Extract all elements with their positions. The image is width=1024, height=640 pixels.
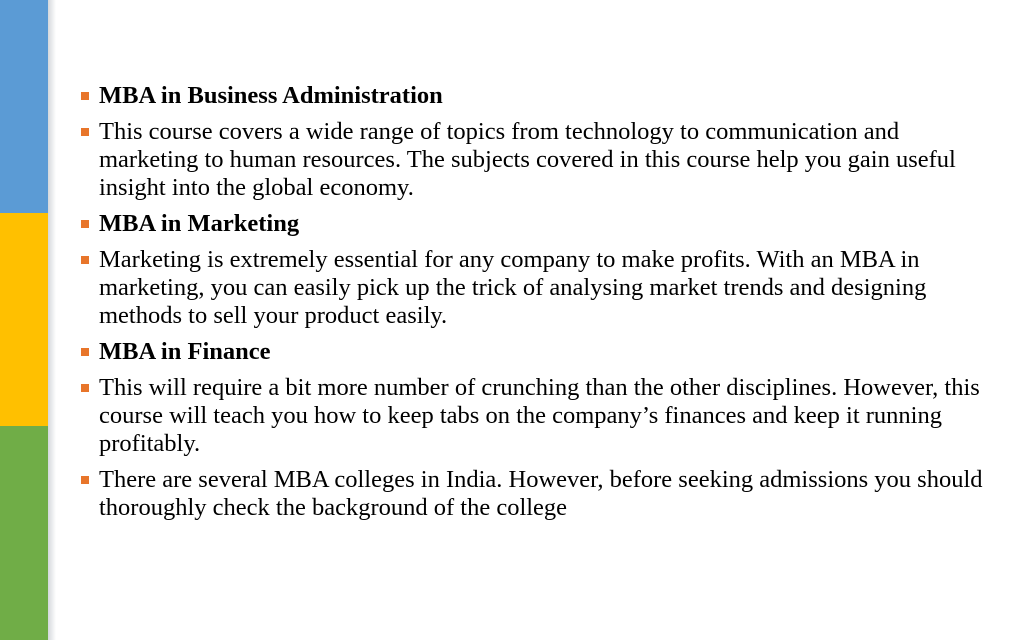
bullet-business-administration-description bbox=[78, 118, 990, 202]
square-bullet-icon bbox=[81, 348, 89, 356]
square-bullet-icon bbox=[81, 128, 89, 136]
bullet-text: MBA in Finance bbox=[99, 338, 271, 365]
square-bullet-icon bbox=[81, 256, 89, 264]
left-accent-bar-blue bbox=[0, 0, 48, 213]
square-bullet-icon bbox=[81, 92, 89, 100]
bullet-marketing-description bbox=[78, 246, 990, 330]
bullet-text: This course covers a wide range of topics from technology to communication and marketing to human resources. The subjects covered in this course help you gain useful insight into the global economy. bbox=[99, 118, 956, 201]
accent-bar-shadow bbox=[48, 0, 56, 640]
slide-content bbox=[78, 82, 990, 530]
bullet-heading-finance bbox=[78, 338, 990, 366]
square-bullet-icon bbox=[81, 220, 89, 228]
bullet-text: MBA in Business Administration bbox=[99, 82, 443, 109]
left-accent-bar-green bbox=[0, 426, 48, 640]
bullet-text: MBA in Marketing bbox=[99, 210, 300, 237]
bullet-finance-description bbox=[78, 374, 990, 458]
bullet-heading-business-administration bbox=[78, 82, 990, 110]
bullet-text: This will require a bit more number of crunching than the other disciplines. However, this course will teach you how to keep tabs on the company’s finances and keep it running profitably. bbox=[99, 374, 980, 457]
square-bullet-icon bbox=[81, 476, 89, 484]
bullet-text: Marketing is extremely essential for any company to make profits. With an MBA in marketing, you can easily pick up the trick of analysing market trends and designing methods to sell your product easily. bbox=[99, 246, 927, 329]
bullet-heading-marketing bbox=[78, 210, 990, 238]
bullet-colleges-note bbox=[78, 466, 990, 522]
square-bullet-icon bbox=[81, 384, 89, 392]
left-accent-bar-yellow bbox=[0, 213, 48, 426]
bullet-text: There are several MBA colleges in India. However, before seeking admissions you should thoroughly check the background of the college bbox=[99, 466, 983, 521]
